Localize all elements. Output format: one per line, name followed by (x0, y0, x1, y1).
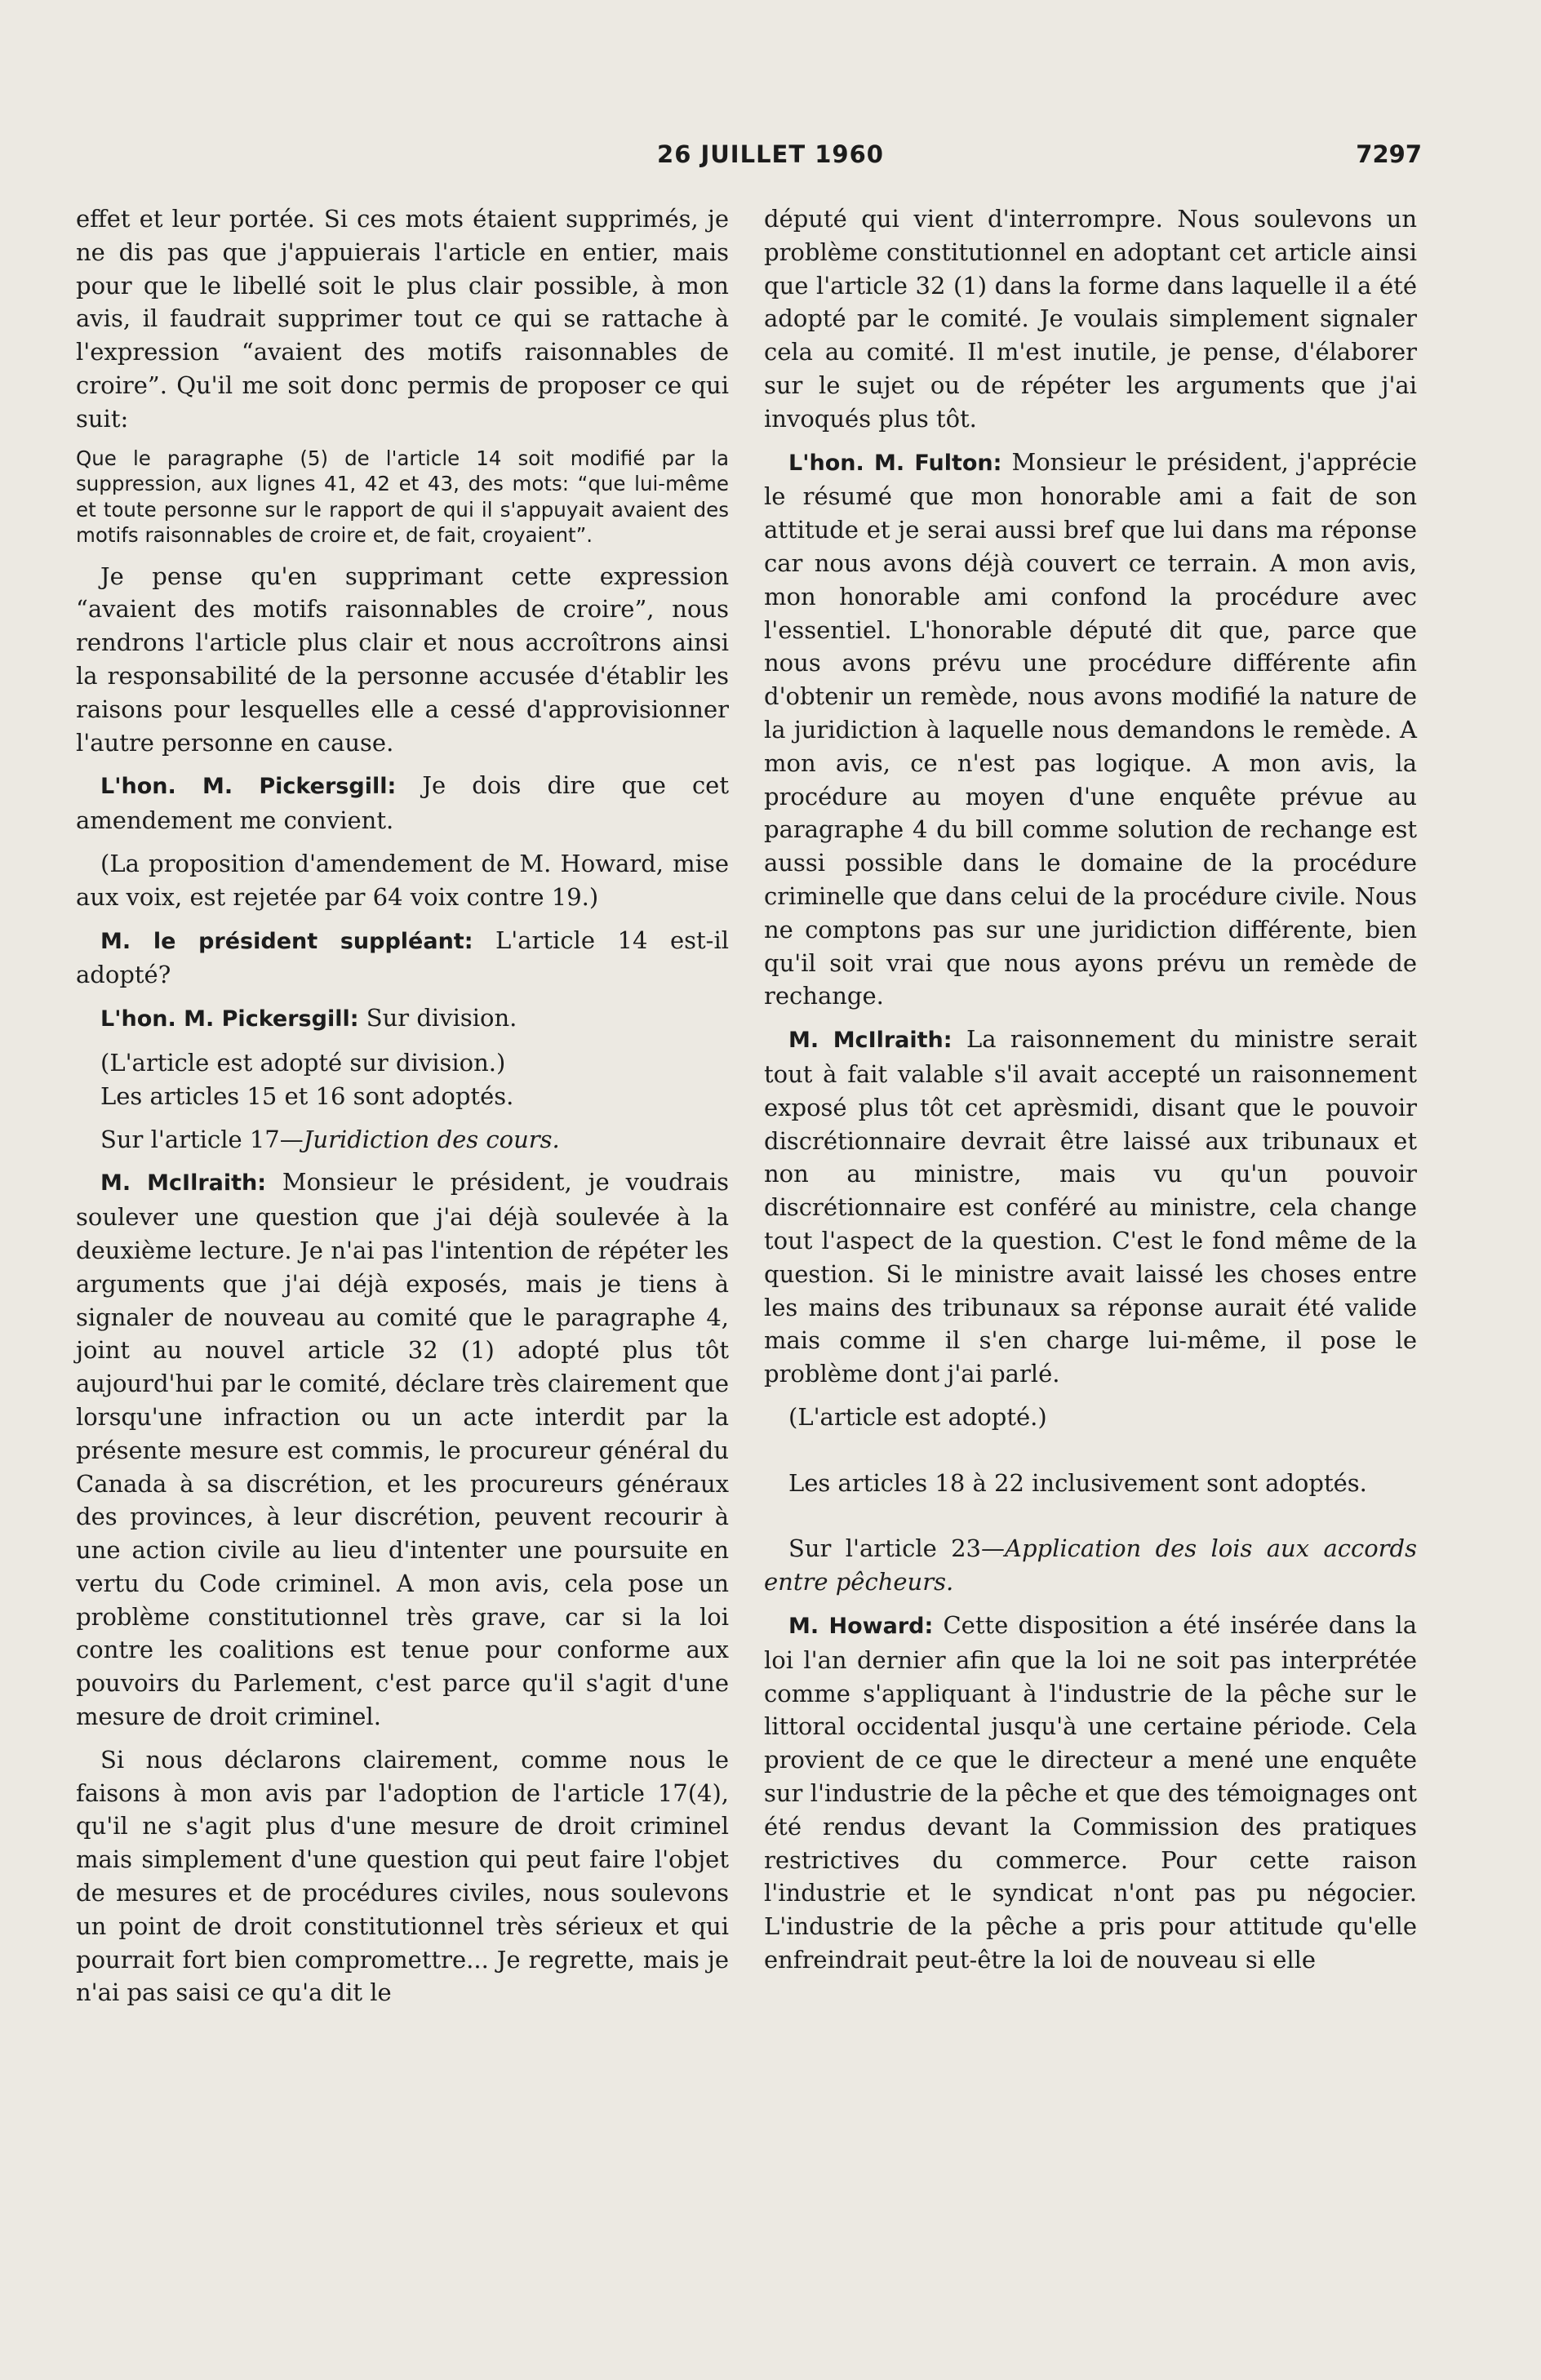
speech-text: Monsieur le président, j'apprécie le résumé que mon honorable ami a fait de son attitude et je serai aussi bref que lui dans ma réponse car nous avons déjà couvert ce terrain. A mon avis, mon honorable ami confond la procédure avec l'essentiel. L'honorable député dit que, parce que nous avons prévu une procédure différente afin d'obtenir un remède, nous avons modifié la nature de la juridiction à laquelle nous demandons le remède. A mon avis, ce n'est pas logique. A mon avis, la procédure au moyen d'une enquête prévue au paragraphe 4 du bill comme solution de rechange est aussi possible dans le domaine de la procédure criminelle que dans celui de la procédure civile. Nous ne comptons pas sur une juridiction différente, bien qu'il soit vrai que nous ayons prévu un remède de rechange. (764, 447, 1418, 1010)
procedural-note: Les articles 18 à 22 inclusivement sont adoptés. (788, 1468, 1367, 1497)
speech-paragraph (764, 446, 1417, 1014)
article-title: Juridiction des cours. (303, 1125, 560, 1153)
speech-text: Monsieur le président, je voudrais soulever une question que j'ai déjà soulevée à la deuxième lecture. Je n'ai pas l'intention de répéter les arguments que j'ai déjà exposés, mais je tiens à signaler de nouveau au comité que le paragraphe 4, joint au nouvel article 32 (1) adopté plus tôt aujourd'hui par le comité, déclare très clairement que lorsqu'une infraction ou un acte interdit par la présente mesure est commis, le procureur général du Canada à sa discrétion, et les procureurs généraux des provinces, à leur discrétion, peuvent recourir à une action civile au lieu d'intenter une poursuite en vertu du Code criminel. A mon avis, cela pose un problème constitutionnel très grave, car si la loi contre les coalitions est tenue pour conforme aux pouvoirs du Parlement, c'est parce qu'il s'agit d'une mesure de droit criminel. (76, 1168, 729, 1731)
page-header (0, 140, 1541, 181)
speech-paragraph (764, 1609, 1417, 1977)
speech-paragraph (76, 1001, 729, 1037)
page-number: 7297 (1356, 140, 1422, 168)
paragraph: Je pense qu'en supprimant cette expression “avaient des motifs raisonnables de croire”, nous rendrons l'article plus clair et nous accroîtrons ainsi la responsabilité de la personne accusée d'établir les raisons pour lesquelles elle a cessé d'approvisionner l'autre personne en cause. (76, 562, 729, 757)
right-column (764, 202, 1417, 1977)
speech-text: Sur division. (358, 1004, 517, 1032)
vote-result: (La proposition d'amendement de M. Howard, mise aux voix, est rejetée par 64 voix contre 19.) (76, 849, 729, 911)
speaker-name: M. Howard: (788, 1614, 934, 1640)
speech-paragraph (76, 769, 729, 837)
speech-paragraph (764, 1023, 1417, 1391)
article-heading (76, 1123, 729, 1157)
header-date: 26 JUILLET 1960 (657, 140, 884, 168)
left-column (76, 202, 729, 2009)
procedural-note: Les articles 15 et 16 sont adoptés. (100, 1081, 514, 1110)
paragraph: Si nous déclarons clairement, comme nous le faisons à mon avis par l'adoption de l'article 17(4), qu'il ne s'agit plus d'une mesure de droit criminel mais simplement d'une question qui peut faire l'objet de mesures et de procédures civiles, nous soulevons un point de droit constitutionnel très sérieux et qui pourrait fort bien compromettre... Je regrette, mais je n'ai pas saisi ce qu'a dit le (76, 1745, 729, 2007)
paragraph: député qui vient d'interrompre. Nous soulevons un problème constitutionnel en adoptant cet article ainsi que l'article 32 (1) dans la forme dans laquelle il a été adopté par le comité. Je voulais simplement signaler cela au comité. Il m'est inutile, je pense, d'élaborer sur le sujet ou de répéter les arguments que j'ai invoqués plus tôt. (764, 205, 1417, 433)
article-heading (764, 1532, 1417, 1599)
speech-text: Je dois dire que cet amendement me convient. (76, 771, 730, 835)
paragraph: effet et leur portée. Si ces mots étaient supprimés, je ne dis pas que j'appuierais l'article en entier, mais pour que le libellé soit le plus clair possible, à mon avis, il faudrait supprimer tout ce qui se rattache à l'expression “avaient des motifs raisonnables de croire”. Qu'il me soit donc permis de proposer ce qui suit: (76, 205, 729, 433)
speaker-name: M. McIlraith: (100, 1170, 267, 1197)
speech-paragraph (76, 924, 729, 992)
speaker-name: L'hon. M. Pickersgill: (100, 1006, 359, 1032)
speech-paragraph (76, 1166, 729, 1734)
article-title: Application des lois aux accords entre pêcheurs. (764, 1534, 1417, 1596)
speech-text: La raisonnement du ministre serait tout à fait valable s'il avait accepté un raisonnement exposé plus tôt cet aprèsmidi, disant que le pouvoir discrétionnaire devrait être laissé aux tribunaux et non au ministre, mais vu qu'un pouvoir discrétionnaire est conféré au ministre, cela change tout l'aspect de la question. C'est le fond même de la question. Si le ministre avait laissé les choses entre les mains des tribunaux sa réponse aurait été valide mais comme il s'en charge lui-même, il pose le problème dont j'ai parlé. (764, 1025, 1417, 1388)
speaker-name: M. le président suppléant: (100, 928, 473, 954)
speaker-name: L'hon. M. Fulton: (788, 450, 1002, 476)
procedural-note: (L'article est adopté.) (788, 1402, 1047, 1431)
speaker-name: M. McIlraith: (788, 1028, 953, 1054)
speech-text: Cette disposition a été insérée dans la loi l'an dernier afin que la loi ne soit pas interprétée comme s'appliquant à l'industrie de la pêche sur le littoral occidental jusqu'à une certaine période. Cela provient de ce que le directeur a mené une enquête sur l'industrie de la pêche et que des témoignages ont été rendus devant la Commission des pratiques restrictives du commerce. Pour cette raison l'industrie et le syndicat n'ont pas pu négocier. L'industrie de la pêche a pris pour attitude qu'elle enfreindrait peut-être la loi de nouveau si elle (764, 1611, 1417, 1974)
procedural-note: (L'article est adopté sur division.) (100, 1048, 506, 1077)
article-prefix: Sur l'article 23— (788, 1534, 1006, 1563)
motion-quote: Que le paragraphe (5) de l'article 14 soit modifié par la suppression, aux lignes 41, 42 et 43, des mots: “que lui-même et toute personne sur le rapport de qui il s'appuyait avaient des motifs raisonnables de croire et, de fait, croyaient”. (76, 446, 729, 548)
speaker-name: L'hon. M. Pickersgill: (100, 774, 397, 800)
speech-text: L'article 14 est-il adopté? (76, 926, 729, 989)
article-prefix: Sur l'article 17— (100, 1125, 304, 1153)
